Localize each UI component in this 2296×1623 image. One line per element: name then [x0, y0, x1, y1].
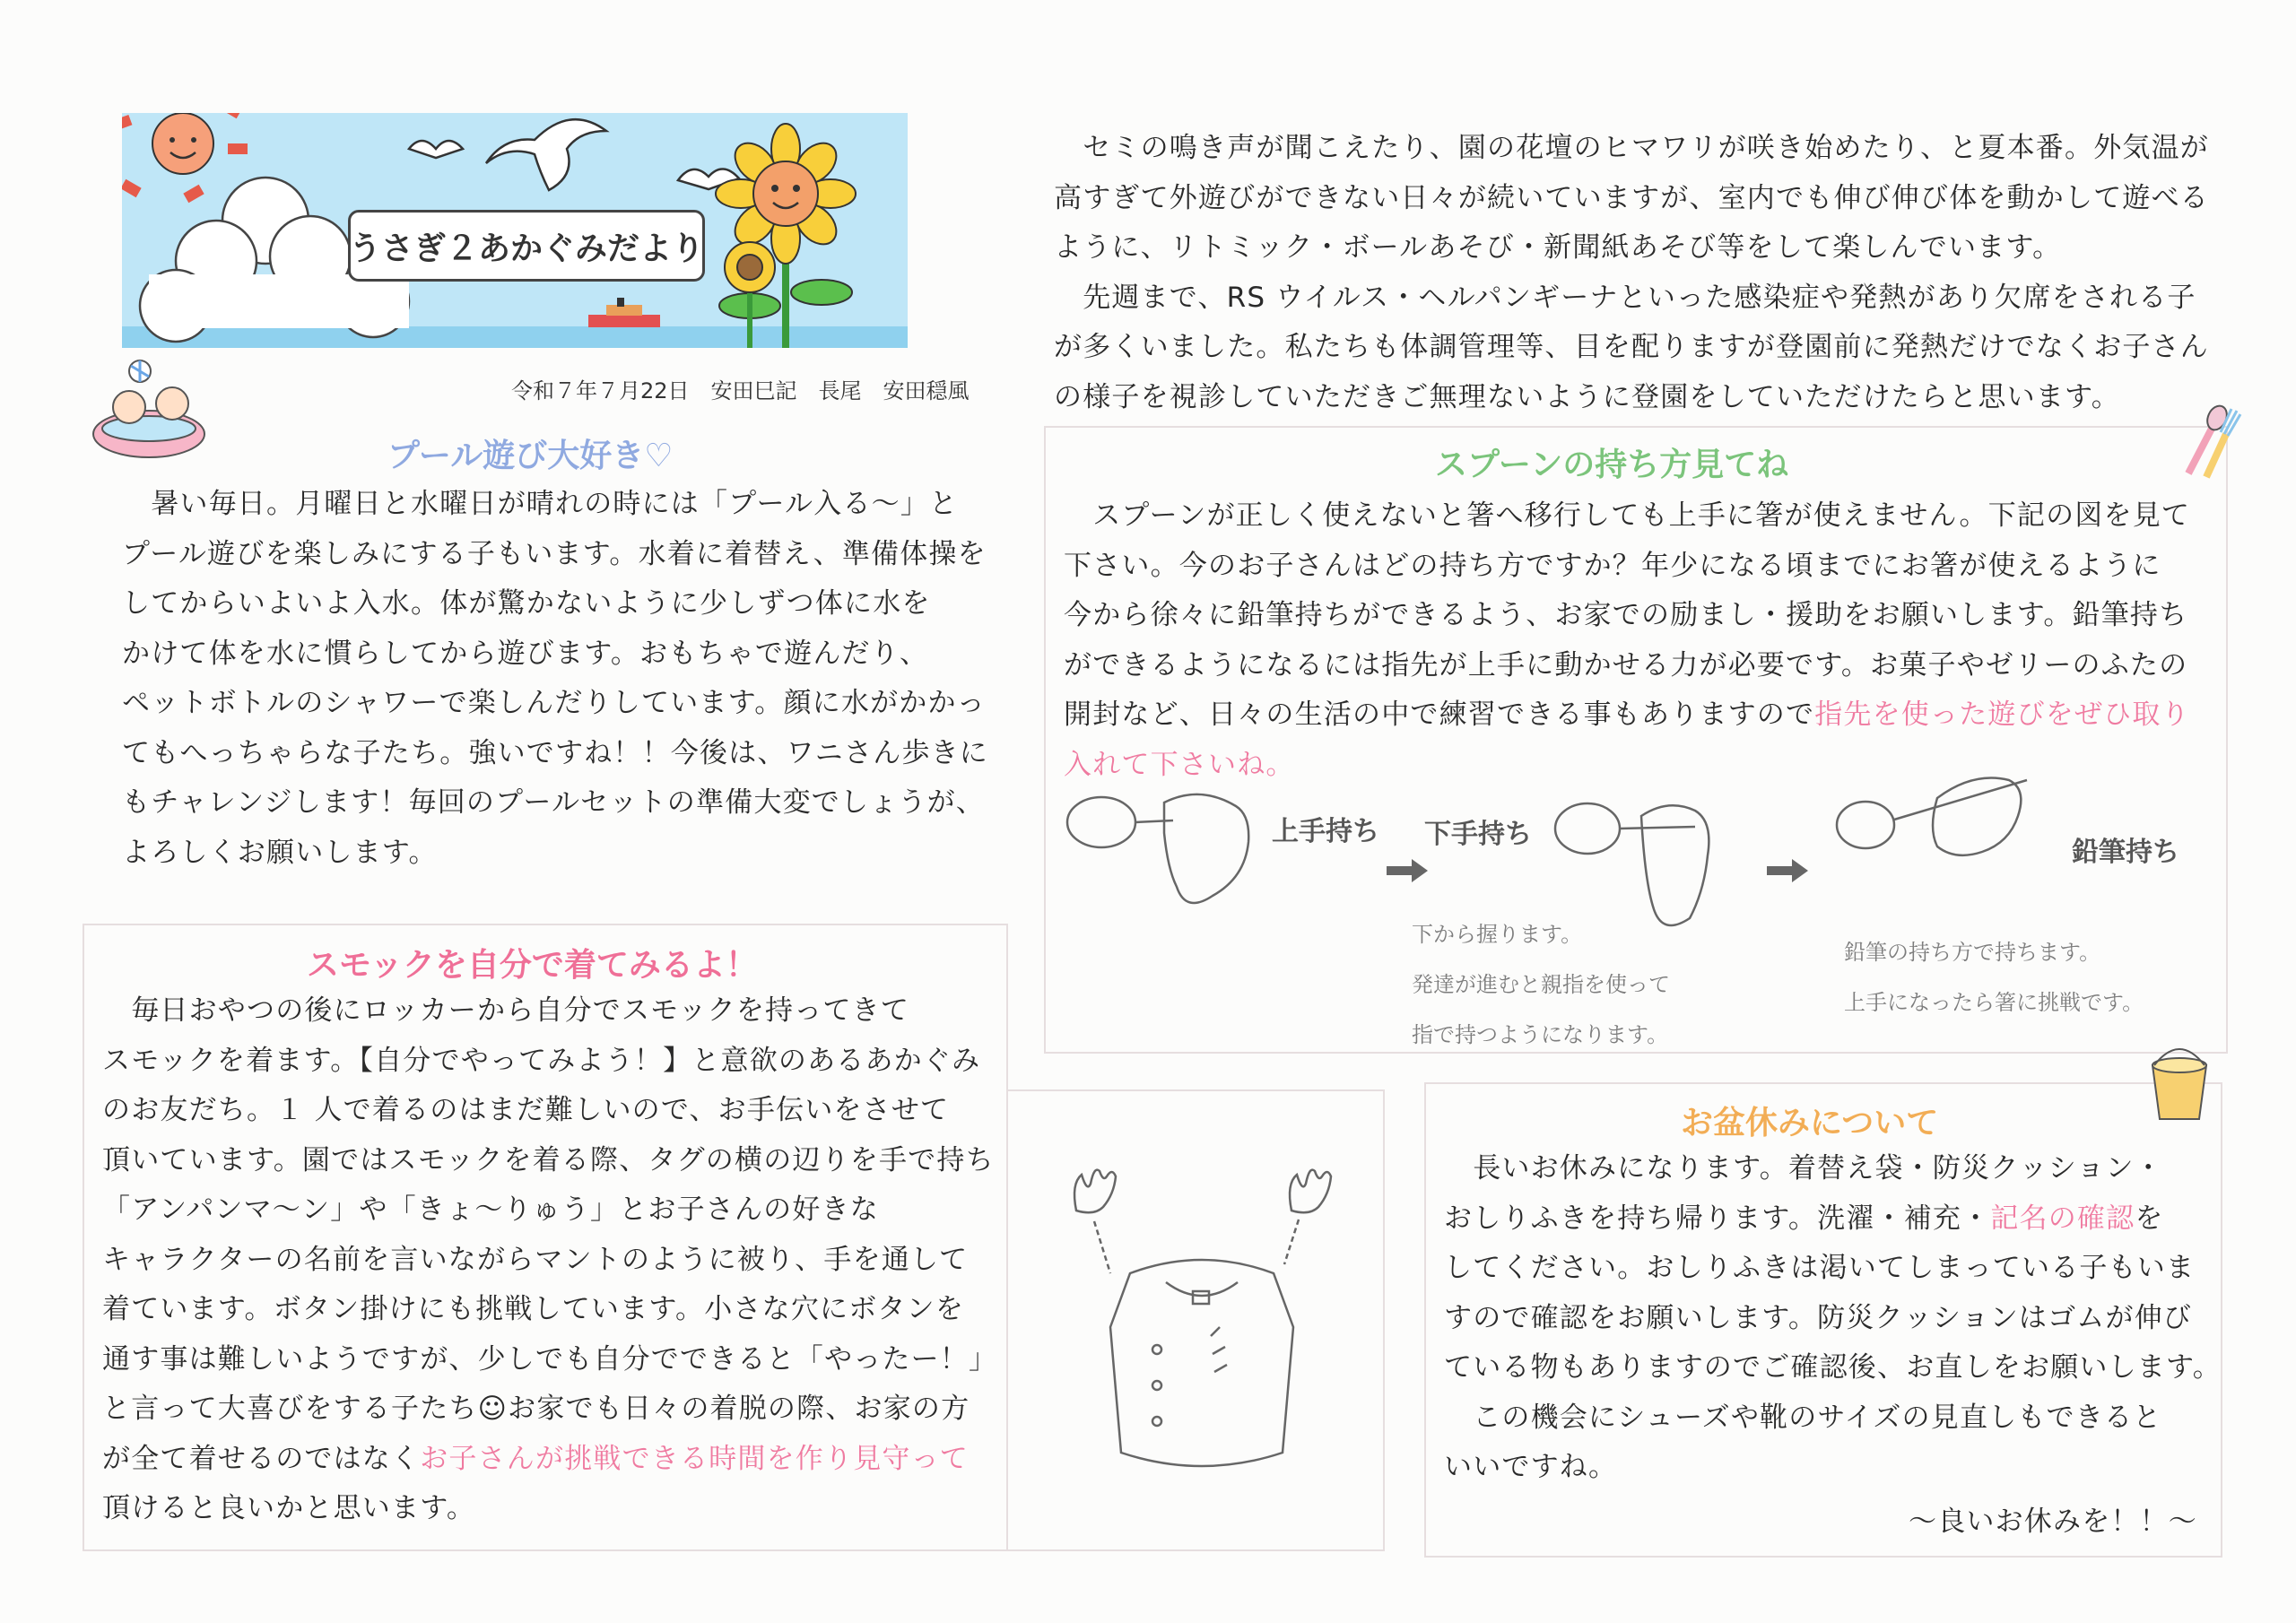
pool-line: プール遊びを楽しみにする子もいます。水着に着替え、準備体操を — [122, 537, 987, 570]
sunflower-icon — [716, 124, 856, 348]
arrow-right-icon — [1387, 859, 1428, 882]
pool-line: してからいよいよ入水。体が驚かないように少しずつ体に水を — [122, 587, 931, 620]
smock-line: 頂いています。園ではスモックを着る際、タグの横の辺りを手で持ち — [102, 1143, 995, 1176]
spoon-line: 今から徐々に鉛筆持ちができるよう、お家での励まし・援助をお願いします。鉛筆持ち — [1064, 599, 2188, 631]
bucket-icon — [2135, 1038, 2224, 1128]
smock-body — [102, 986, 997, 1534]
spoon-line-plain: 開封など、日々の生活の中で練習できる事もありますので — [1064, 699, 1815, 731]
obon-line-end: を — [2135, 1202, 2164, 1235]
pool-line: てもへっちゃらな子たち。強いですね！！今後は、ワニさん歩きに — [122, 736, 988, 769]
pool-body — [122, 480, 988, 878]
obon-line: すので確認をお願いします。防災クッションはゴムが伸び — [1444, 1301, 2193, 1334]
arrow-right-icon — [1767, 859, 1808, 882]
pool-line: もチャレンジします！毎回のプールセットの準備大変でしょうが、 — [122, 786, 985, 819]
newsletter-title-box — [348, 210, 705, 282]
pool-line: 暑い毎日。月曜日と水曜日が晴れの時には「プール入る～」と — [122, 488, 959, 520]
smock-drawing — [1058, 1157, 1345, 1480]
caption-line: 指で持つようになります。 — [1412, 1022, 1669, 1047]
intro-line: の様子を視診していただきご無理ないように登園をしていただけたらと思います。 — [1054, 380, 2120, 413]
pool-heading: プール遊び大好き♡ — [387, 438, 674, 474]
date-author-line: 令和７年７月22日 安田巳記 長尾 安田穏風 — [511, 378, 970, 404]
spoon-line: 下さい。今のお子さんはどの持ち方ですか？年少になる頃までにお箸が使えるように — [1064, 549, 2161, 582]
pool-line: かけて体を水に慣らしてから遊びます。おもちゃで遊んだり、 — [122, 637, 929, 670]
caption-line: 下から握ります。 — [1412, 922, 1583, 947]
obon-line: いいですね。 — [1444, 1451, 1618, 1483]
grip-diagram-overhand — [1065, 785, 1263, 919]
smock-heading: スモックを自分で着てみるよ！ — [307, 947, 758, 984]
obon-highlight: 記名の確認 — [1990, 1202, 2135, 1235]
smock-highlight: お子さんが挑戦できる時間を作り見守って — [420, 1442, 970, 1475]
smock-line-plain: が全て着せるのではなく — [102, 1442, 421, 1475]
spoon-line: スプーンが正しく使えないと箸へ移行しても上手に箸が使えません。下記の図を見て — [1064, 499, 2191, 532]
caption-line: 発達が進むと親指を使って — [1412, 972, 1670, 997]
smock-line: 着ています。ボタン掛けにも挑戦しています。小さな穴にボタンを — [102, 1293, 965, 1325]
intro-body — [1054, 124, 2209, 422]
hand-icon — [1074, 1170, 1331, 1213]
spoon-utensils-icon — [2161, 402, 2242, 482]
header-banner — [122, 113, 908, 348]
intro-line: セミの鳴き声が聞こえたり、園の花壇のヒマワリが咲き始めたり、と夏本番。外気温が — [1054, 132, 2209, 164]
caption-line: 上手になったら箸に挑戦です。 — [1844, 990, 2144, 1015]
spoon-line: ができるようになるには指先が上手に動かせる力が必要です。お菓子やゼリーのふたの — [1064, 648, 2188, 681]
obon-closing: ～良いお休みを！！～ — [1909, 1506, 2197, 1538]
spoon-line — [1064, 690, 2190, 741]
smock-line: 「アンパンマ～ン」や「きょ～りゅう」とお子さんの好きな — [102, 1193, 879, 1226]
smock-line: 毎日おやつの後にロッカーから自分でスモックを持ってきて — [102, 994, 910, 1027]
caption-pencil — [1844, 927, 2144, 1028]
obon-line: してください。おしりふきは渇いてしまっている子もいま — [1444, 1252, 2196, 1284]
obon-body — [1444, 1144, 2222, 1493]
caption-underhand — [1412, 909, 1670, 1060]
intro-line: ように、リトミック・ボールあそび・新聞紙あそび等をして楽しんでいます。 — [1054, 231, 2062, 264]
spoon-highlight: 入れて下さいね。 — [1064, 748, 1295, 781]
pool-kids-illustration — [86, 357, 212, 464]
intro-line: が多くいました。私たちも体調管理等、目を配りますが登園前に発熱だけでなくお子さん — [1054, 331, 2209, 363]
smock-line: スモックを着ます。【自分でやってみよう！】と意欲のあるあかぐみ — [102, 1044, 981, 1077]
smock-line: と言って大喜びをする子たち☺お家でも日々の着脱の際、お家の方 — [102, 1393, 970, 1425]
obon-line: この機会にシューズや靴のサイズの見直しもできると — [1444, 1401, 2162, 1434]
seagull-icon — [409, 119, 739, 190]
pool-line: よろしくお願いします。 — [122, 836, 438, 869]
smock-line: 頂けると良いかと思います。 — [102, 1492, 476, 1524]
grip-label-pencil: 鉛筆持ち — [2072, 837, 2179, 868]
spoon-body — [1064, 491, 2190, 790]
intro-line: 高すぎて外遊びができない日々が続いていますが、室内でも伸び伸び体を動かして遊べる — [1054, 181, 2209, 214]
spoon-highlight: 指先を使った遊びをぜひ取り — [1814, 699, 2190, 731]
obon-line-plain: おしりふきを持ち帰ります。洗濯・補充・ — [1444, 1202, 1991, 1235]
smock-line — [102, 1435, 997, 1485]
intro-line: 先週まで、RS ウイルス・ヘルパンギーナといった感染症や発熱があり欠席をされる子 — [1054, 281, 2196, 314]
pool-line: ペットボトルのシャワーで楽しんだりしています。顔に水がかかっ — [122, 687, 986, 719]
smock-line: 通す事は難しいようですが、少しでも自分でできると「やったー！」 — [102, 1342, 998, 1376]
obon-line — [1444, 1194, 2222, 1245]
obon-heading: お盆休みについて — [1681, 1105, 1939, 1141]
smock-icon — [1110, 1260, 1293, 1466]
obon-line: 長いお休みになります。着替え袋・防災クッション・ — [1444, 1152, 2163, 1185]
sun-icon — [122, 113, 248, 203]
grip-diagram-pencil — [1830, 762, 2045, 888]
ship-icon — [588, 298, 660, 327]
spoon-heading: スプーンの持ち方見てね — [1435, 447, 1789, 483]
newsletter-title: うさぎ２あかぐみだより — [349, 230, 705, 267]
grip-label-overhand: 上手持ち — [1272, 816, 1379, 847]
obon-line: ている物もありますのでご確認後、お直しをお願いします。 — [1444, 1351, 2222, 1384]
caption-line: 鉛筆の持ち方で持ちます。 — [1844, 940, 2101, 965]
smock-line: キャラクターの名前を言いながらマントのように被り、手を通して — [102, 1243, 969, 1276]
smock-line: のお友だち。１ 人で着るのはまだ難しいので、お手伝いをさせて — [102, 1094, 950, 1126]
grip-label-underhand: 下手持ち — [1424, 819, 1532, 850]
